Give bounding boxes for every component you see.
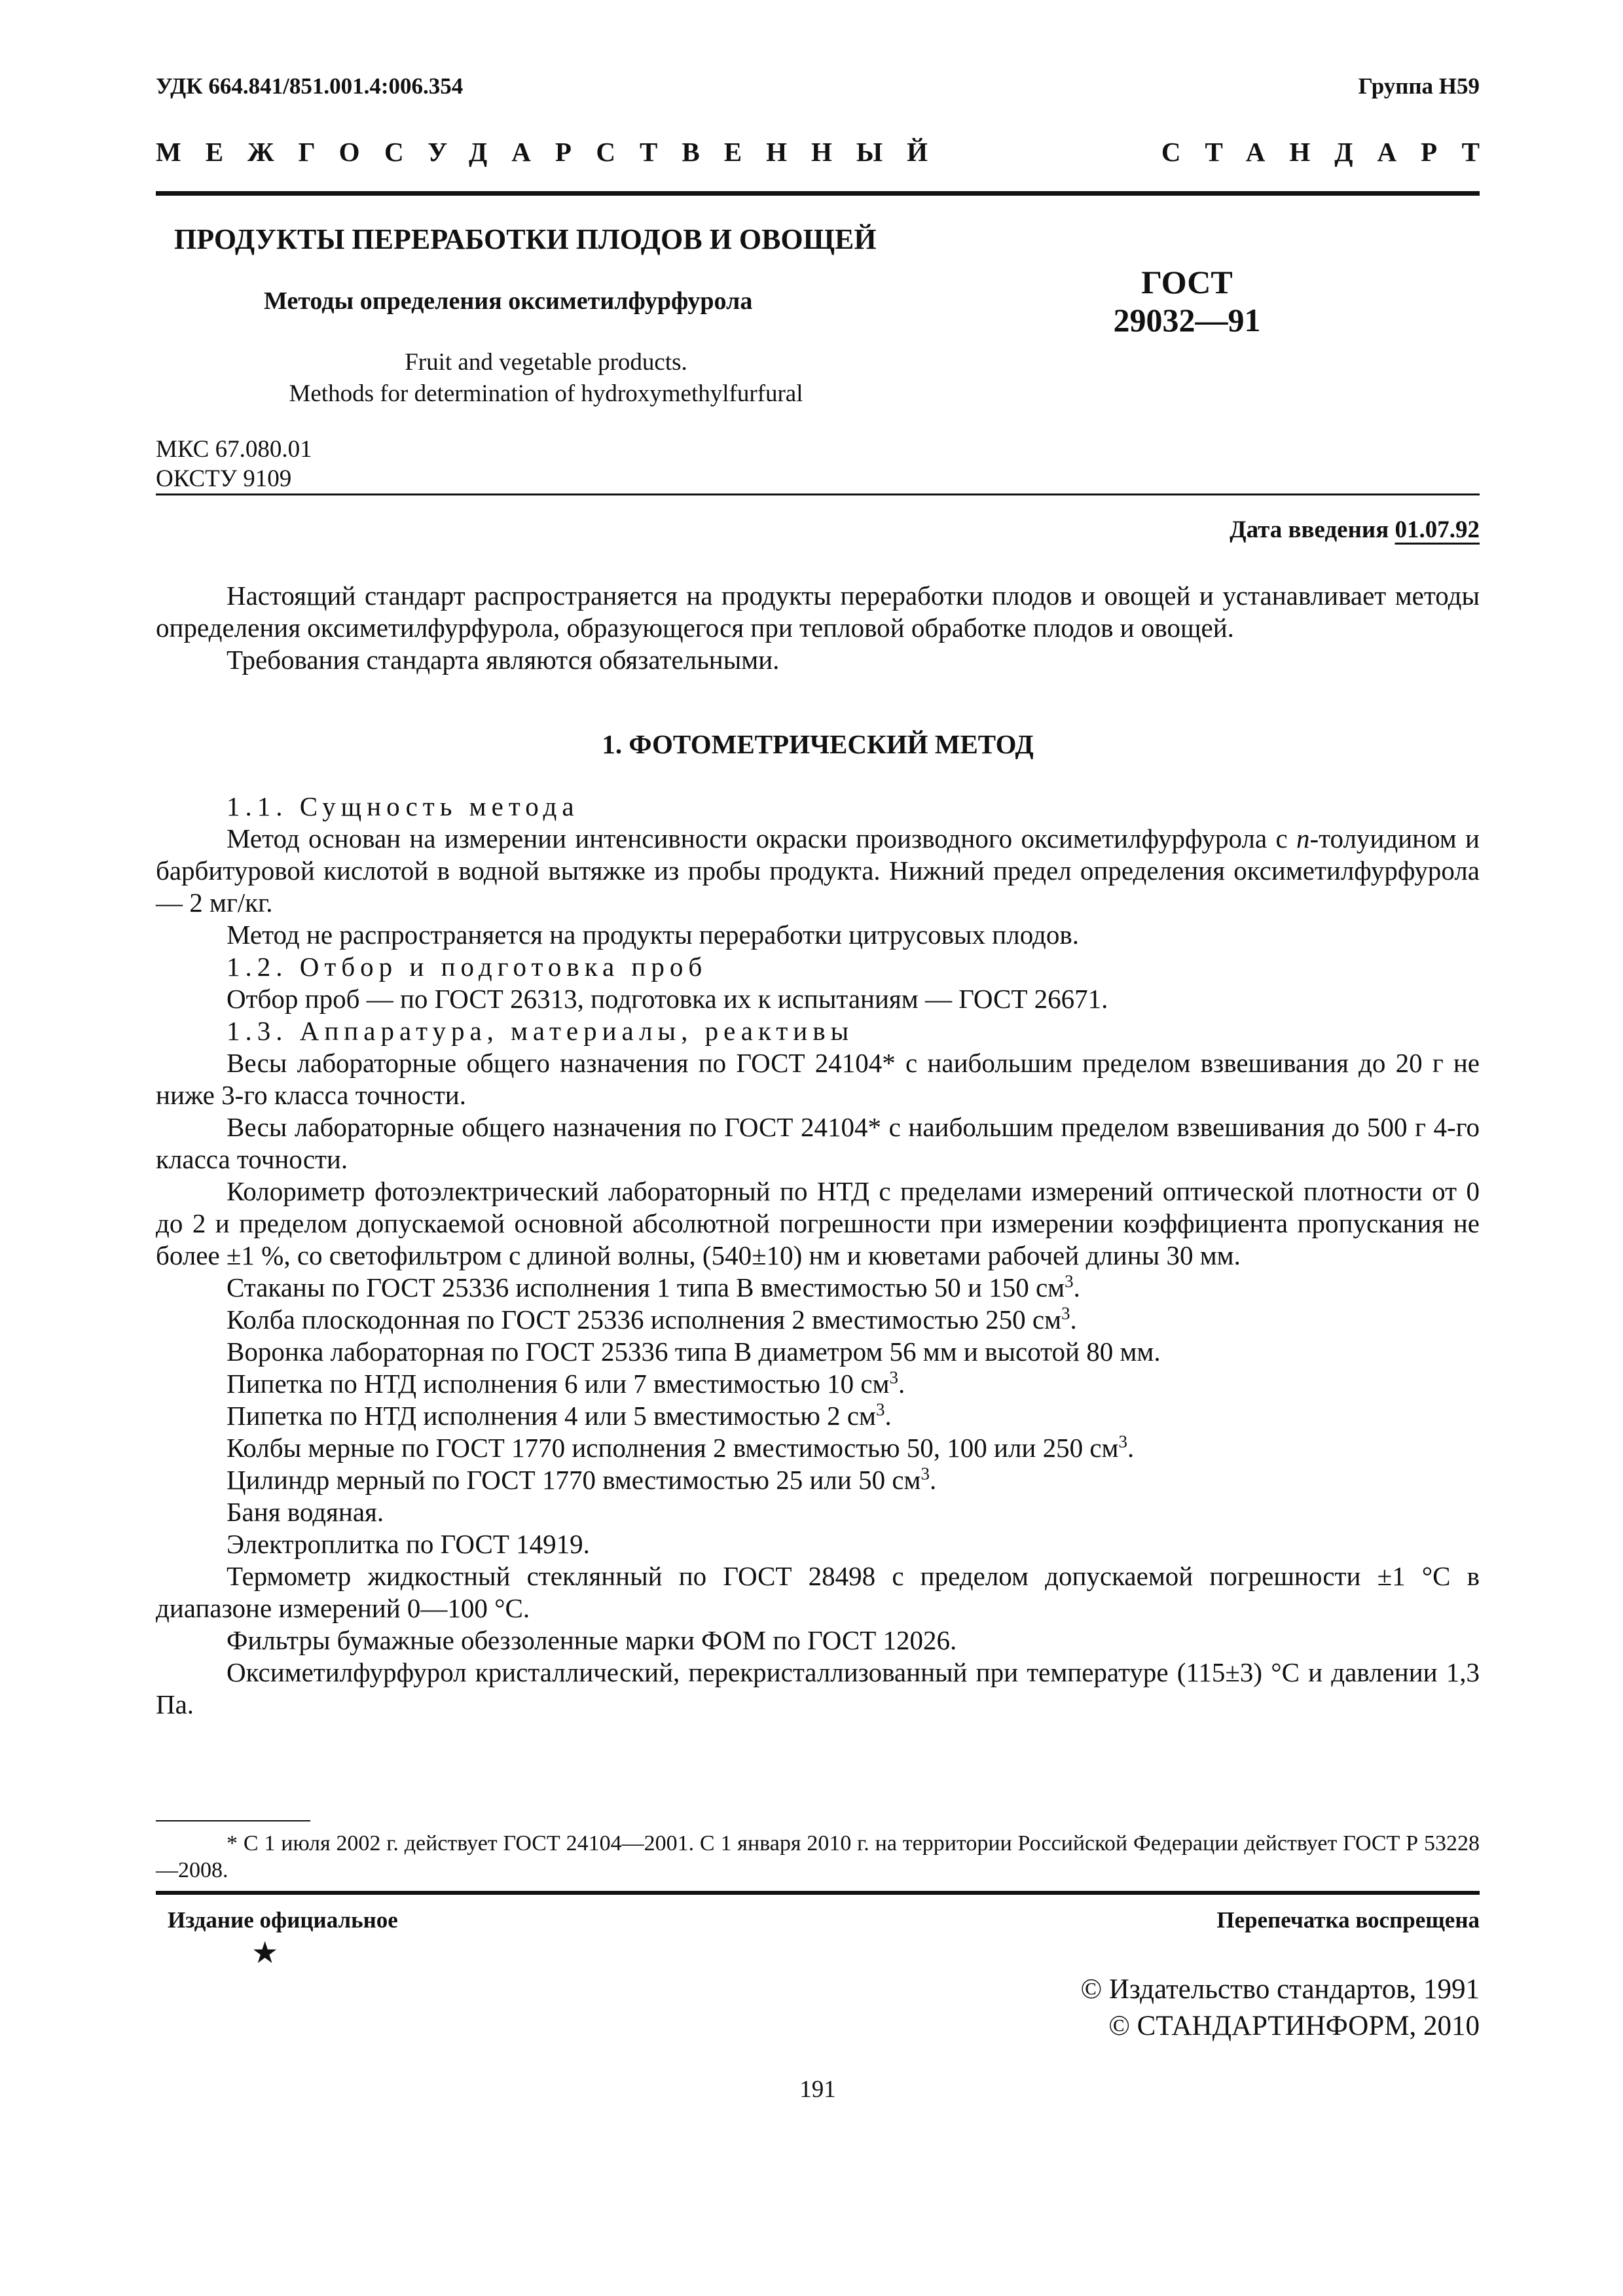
section-body <box>156 791 1480 1721</box>
equipment-item: Колба плоскодонная по ГОСТ 25336 исполнения 2 вместимостью 250 $см^3$. <box>227 1303 1077 1335</box>
equipment-item: Весы лабораторные общего назначения по ГОСТ 24104* с наибольшим пределом взвешивания до 20 г не ниже 3-го класса точности. <box>156 1048 1480 1110</box>
english-title-line-1: Fruit and vegetable products. <box>405 349 687 376</box>
introduction <box>156 580 1480 676</box>
intro-paragraph: Требования стандарта являются обязательными. <box>227 645 780 675</box>
header-rule <box>156 191 1480 196</box>
intro-paragraph: Настоящий стандарт распространяется на продукты переработки плодов и овощей и устанавливает методы определения оксиметилфурфурола, образующегося при тепловой обработке плодов и овощей. <box>156 581 1480 643</box>
footnote-rule <box>156 1820 310 1821</box>
udk-code: УДК 664.841/851.001.4:006.354 <box>156 73 464 99</box>
equipment-item: Баня водяная. <box>227 1497 384 1527</box>
group-code: Группа Н59 <box>1358 73 1480 99</box>
title-rule <box>156 493 1480 495</box>
equipment-item: Оксиметилфурфурол кристаллический, перекристаллизованный при температуре (115±3) °С и давлении 1,3 Па. <box>156 1657 1480 1719</box>
sampling-paragraph: Отбор проб — по ГОСТ 26313, подготовка их к испытаниям — ГОСТ 26671. <box>227 984 1108 1014</box>
document-subtitle: Методы определения оксиметилфурфурола <box>264 287 753 315</box>
method-note: Метод не распространяется на продукты переработки цитрусовых плодов. <box>227 920 1079 950</box>
equipment-item: Пипетка по НТД исполнения 6 или 7 вместимостью 10 $см^3$. <box>227 1367 905 1399</box>
mks-code: МКС 67.080.01 <box>156 436 312 463</box>
footer-rule <box>156 1891 1480 1895</box>
subsection-title: 1.1. Сущность метода <box>227 791 579 821</box>
copyright-line: © Издательство стандартов, 1991 <box>1080 1974 1480 2005</box>
footnote: * С 1 июля 2002 г. действует ГОСТ 24104—2001. С 1 января 2010 г. на территории Российской Федерации действует ГОСТ Р 53228—2008. <box>156 1831 1480 1882</box>
equipment-item: Термометр жидкостный стеклянный по ГОСТ 28498 с пределом допускаемой погрешности ±1 °С в диапазоне измерений 0—100 °С. <box>156 1561 1480 1623</box>
date-label: Дата введения <box>1230 516 1389 543</box>
reprint-notice: Перепечатка воспрещена <box>1216 1907 1480 1933</box>
equipment-item: Цилиндр мерный по ГОСТ 1770 вместимостью 25 или 50 $см^3$. <box>227 1463 937 1495</box>
gost-label: ГОСТ <box>1141 264 1233 300</box>
okstu-code: ОКСТУ 9109 <box>156 465 292 492</box>
section-heading: 1. ФОТОМЕТРИЧЕСКИЙ МЕТОД <box>602 729 1034 759</box>
equipment-item: Воронка лабораторная по ГОСТ 25336 типа В диаметром 56 мм и высотой 80 мм. <box>227 1336 1161 1367</box>
english-title-line-2: Methods for determination of hydroxymethylfurfural <box>289 380 803 407</box>
method-paragraph: Метод основан на измерении интенсивности окраски производного оксиметилфурфурола с n-толуидином и барбитуровой кислотой в водной вытяжке из пробы продукта. Нижний предел определения оксиметилфурфурола — 2 мг/кг. <box>156 823 1480 918</box>
introduction-date <box>1230 516 1480 544</box>
subsection-title: 1.3. Аппаратура, материалы, реактивы <box>227 1016 854 1046</box>
date-value: 01.07.92 <box>1395 516 1480 543</box>
copyright-line: © СТАНДАРТИНФОРМ, 2010 <box>1108 2011 1480 2041</box>
subsection-title: 1.2. Отбор и подготовка проб <box>227 952 708 982</box>
equipment-item: Стаканы по ГОСТ 25336 исполнения 1 типа В вместимостью 50 и 150 $см^3$. <box>227 1271 1080 1302</box>
equipment-item: Весы лабораторные общего назначения по ГОСТ 24104* с наибольшим пределом взвешивания до 500 г 4-го класса точности. <box>156 1112 1480 1174</box>
standard-label: СТАНДАРТ <box>1161 137 1504 167</box>
english-title <box>156 347 936 410</box>
equipment-item: Пипетка по НТД исполнения 4 или 5 вместимостью 2 $см^3$. <box>227 1399 892 1431</box>
equipment-item: Электроплитка по ГОСТ 14919. <box>227 1529 590 1559</box>
equipment-item: Колориметр фотоэлектрический лабораторный по НТД с пределами измерений оптической плотности от 0 до 2 и пределом допускаемой основной абсолютной погрешности при измерении коэффициента пропускания не более ±1 %, со светофильтром с длиной волны, (540±10) нм и кюветами рабочей длины 30 мм. <box>156 1176 1480 1270</box>
document-title: ПРОДУКТЫ ПЕРЕРАБОТКИ ПЛОДОВ И ОВОЩЕЙ <box>174 223 877 255</box>
page-number: 191 <box>799 2076 836 2103</box>
gost-designation <box>1092 263 1282 339</box>
copyright-block <box>1080 1971 1480 2045</box>
gost-number: 29032—91 <box>1113 302 1261 338</box>
official-edition: Издание официальное <box>168 1907 398 1933</box>
classification-codes <box>156 435 312 493</box>
interstate-label: МЕЖГОСУДАРСТВЕННЫЙ <box>156 137 952 167</box>
equipment-item: Фильтры бумажные обеззоленные марки ФОМ по ГОСТ 12026. <box>227 1625 957 1655</box>
star-icon: ★ <box>251 1936 279 1969</box>
equipment-item: Колбы мерные по ГОСТ 1770 исполнения 2 вместимостью 50, 100 или 250 $см^3$. <box>227 1431 1135 1463</box>
